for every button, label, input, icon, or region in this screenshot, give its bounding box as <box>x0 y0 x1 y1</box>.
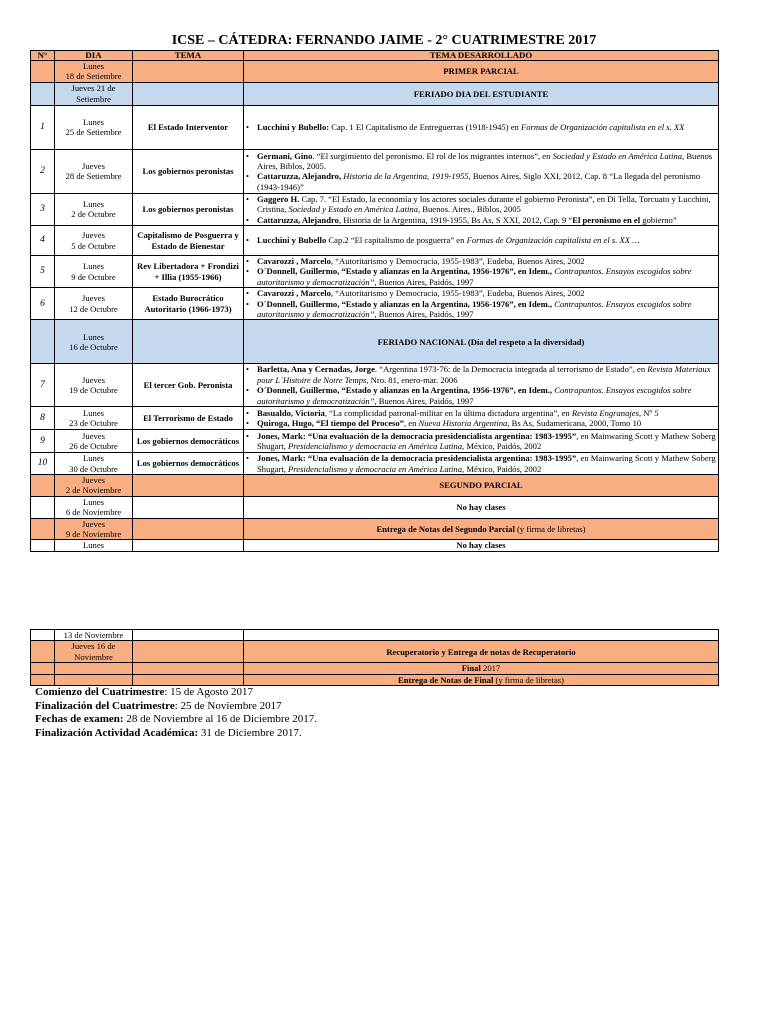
row-date: 23 de Octubre <box>69 418 118 429</box>
row-day-date <box>55 496 133 518</box>
reading-segment: Lucchini y Bubello <box>257 235 327 246</box>
table-row <box>31 320 719 364</box>
row-day-date <box>55 518 133 540</box>
reading-segment: Jones, Mark: “Una evaluación de la democracia presidencialista argentina: 1983-1995” <box>257 430 577 441</box>
row-tema-desarrollado <box>244 540 719 551</box>
row-tema-desarrollado <box>244 256 719 288</box>
row-day-date <box>55 82 133 105</box>
reading-item <box>257 194 716 215</box>
row-tema: Los gobiernos peronistas <box>133 193 244 225</box>
reading-item <box>257 215 716 225</box>
table-row <box>31 82 719 105</box>
event-label: Recuperatorio y Entrega de notas de Recuperatorio <box>386 646 576 657</box>
reading-segment: O´Donnell, Guillermo, “Estado y alianzas en la Argentina, 1956-1976”, en Idem., <box>257 298 553 309</box>
row-tema-desarrollado <box>244 674 719 685</box>
table-row <box>31 288 719 320</box>
row-date: 25 de Setiembre <box>65 127 122 138</box>
reading-segment: gobierno” <box>640 214 677 225</box>
table-row <box>31 518 719 540</box>
row-number <box>31 518 55 540</box>
reading-segment: , “La complicidad patronal-militar en la última dictadura argentina”, en <box>324 407 572 418</box>
row-date: 9 de Noviembre <box>65 528 122 539</box>
row-date: Setiembre <box>76 93 111 104</box>
row-day-date <box>55 226 133 256</box>
event-suffix: (y firma de libretas) <box>493 674 564 685</box>
row-tema-desarrollado <box>244 663 719 674</box>
reading-segment: , Nº 5 <box>638 407 659 418</box>
table-row <box>31 61 719 83</box>
reading-segment: , “Autoritarismo y Democracia, 1955-1983”, Eudeba, Buenos Aires, 2002 <box>330 256 585 267</box>
row-tema-desarrollado <box>244 453 719 475</box>
reading-segment: Nueva Historia Argentina <box>418 418 508 429</box>
reading-list <box>246 408 716 429</box>
reading-segment: Contrapuntos. Ensayos escogidos sobre autoritarismo y democratización”, <box>257 385 692 406</box>
page-title: ICSE – CÁTEDRA: FERNANDO JAIME - 2° CUATRIMESTRE 2017 <box>171 33 597 48</box>
header-number: N° <box>31 51 55 61</box>
reading-list <box>246 364 716 406</box>
row-tema: Los gobiernos peronistas <box>133 149 244 193</box>
event-label: Entrega de Notas del Segundo Parcial <box>376 523 515 534</box>
table-row <box>31 193 719 225</box>
reading-segment: Lucchini y Bubello: <box>257 122 330 133</box>
reading-segment: , Nro. 81, enero-mar. 2006 <box>366 374 458 385</box>
reading-item <box>257 299 716 320</box>
event-label: Final <box>461 663 481 674</box>
table-row <box>31 641 719 663</box>
row-day: Jueves <box>82 430 105 441</box>
event-suffix: (y firma de libretas) <box>514 523 586 534</box>
reading-item <box>257 364 716 385</box>
reading-segment: , México, Paidós, 2002 <box>462 441 542 452</box>
reading-list <box>246 194 716 225</box>
event-suffix: 2017 <box>480 663 501 674</box>
schedule-table <box>30 50 719 552</box>
row-tema <box>133 663 244 674</box>
reading-segment: Cap. 7. “El Estado, la economía y los actores sociales durante el gobierno Peronista”, en Di Tella, Torcuato y Lucchini, Cristina, <box>257 193 711 215</box>
reading-segment: Basualdo, Victoria <box>257 407 325 418</box>
row-date: 9 de Octubre <box>71 271 116 282</box>
row-number <box>31 641 55 663</box>
reading-item <box>257 171 716 192</box>
row-day: Lunes <box>82 453 104 464</box>
reading-list <box>246 288 716 319</box>
footer-line <box>35 686 317 700</box>
row-day: Lunes <box>82 540 104 551</box>
table-row <box>31 453 719 475</box>
reading-segment: Buenos Aires, Paidós, 1997 <box>376 276 474 287</box>
row-number: 1 <box>31 105 55 149</box>
row-date: Jueves 16 de Noviembre <box>55 641 133 663</box>
row-date <box>55 663 133 674</box>
row-tema: Capitalismo de Posguerra y Estado de Bienestar <box>133 226 244 256</box>
reading-item <box>257 453 716 474</box>
reading-segment: Cattaruzza, Alejandro <box>257 214 339 225</box>
event-label: SEGUNDO PARCIAL <box>439 480 523 491</box>
reading-segment: , Buenos Aires, Biblos, 2005. <box>257 150 713 171</box>
reading-item <box>257 431 716 452</box>
footer-label: Comienzo del Cuatrimestre <box>35 686 165 698</box>
reading-list <box>246 151 716 193</box>
row-number: 8 <box>31 407 55 430</box>
row-number <box>31 540 55 551</box>
table-row <box>31 256 719 288</box>
row-tema <box>133 630 244 641</box>
row-tema-desarrollado <box>244 407 719 430</box>
table-row <box>31 364 719 407</box>
footer-label: Fechas de examen: <box>35 713 124 725</box>
row-number <box>31 474 55 496</box>
row-day: Lunes <box>82 261 104 272</box>
reading-item <box>257 151 716 172</box>
reading-segment: , en Mainwaring Scott y Mathew Soberg Shugart, <box>257 430 716 452</box>
reading-segment: Formas de Organización capitalista en el s. XX … <box>466 235 640 246</box>
row-day: Lunes <box>82 61 104 71</box>
row-date <box>55 674 133 685</box>
row-number: 2 <box>31 149 55 193</box>
reading-segment: Germani, Gino <box>257 150 313 161</box>
schedule-table-continued <box>30 629 719 686</box>
row-date: 19 de Octubre <box>69 385 118 396</box>
header-day: DIA <box>55 51 133 61</box>
reading-segment: , Buenos Aires, Siglo XXI, 2012, Cap. 8 “La llegada del peronismo (1943-1946)” <box>257 171 701 192</box>
row-tema-desarrollado <box>244 149 719 193</box>
row-tema-desarrollado <box>244 364 719 407</box>
event-label: No hay clases <box>456 540 506 551</box>
row-day-date <box>55 540 133 551</box>
reading-list <box>246 453 716 474</box>
reading-segment: Revista Materiaux pour L´Histoire de Notre Temps <box>257 364 711 385</box>
row-number: 6 <box>31 288 55 320</box>
table-row <box>31 540 719 551</box>
row-day-date <box>55 407 133 430</box>
reading-segment: . “Argentina 1973-76: de la Democracia integrada al terrorismo de Estado”, en <box>374 364 648 375</box>
event-label: FERIADO NACIONAL (Día del respeto a la diversidad) <box>377 336 585 347</box>
row-tema-desarrollado <box>244 193 719 225</box>
row-date: 5 de Octubre <box>71 240 116 251</box>
row-day-date <box>55 61 133 83</box>
reading-segment: Cattaruzza, Alejandro, <box>257 171 342 182</box>
row-day: Lunes <box>82 407 104 418</box>
reading-segment: , “Autoritarismo y Democracia, 1955-1983”, Eudeba, Buenos Aires, 2002 <box>330 288 585 299</box>
row-tema: Rev Libertadora + Frondizi + Illia (1955-1966) <box>133 256 244 288</box>
event-label: PRIMER PARCIAL <box>443 66 519 77</box>
reading-segment: Cavarozzi , Marcelo <box>257 256 331 267</box>
row-tema: Los gobiernos democráticos <box>133 430 244 453</box>
row-day: Lunes <box>82 331 104 342</box>
reading-item <box>257 288 716 298</box>
row-day: Jueves <box>82 518 105 529</box>
row-date: 26 de Octubre <box>69 441 118 452</box>
row-number <box>31 630 55 641</box>
reading-segment: Contrapuntos. Ensayos escogidos sobre autoritarismo y democratización”, <box>257 266 692 287</box>
row-date: 30 de Octubre <box>69 463 118 474</box>
footer-line <box>35 700 317 714</box>
reading-segment: Presidencialismo y democracia en América Latina <box>288 463 463 474</box>
reading-segment: Buenos Aires, Paidós, 1997 <box>376 309 474 320</box>
footer-label: Finalización Actividad Académica: <box>35 726 199 739</box>
row-tema <box>133 474 244 496</box>
table-row <box>31 674 719 685</box>
table-row <box>31 630 719 641</box>
reading-segment: , México, Paidós, 2002 <box>462 463 542 474</box>
table-row <box>31 496 719 518</box>
row-tema: Estado Burocrático Autoritario (1966-1973) <box>133 288 244 320</box>
row-tema <box>133 518 244 540</box>
reading-segment: Jones, Mark: “Una evaluación de la democracia presidencialista argentina: 1983-1995” <box>257 453 577 464</box>
row-day-date <box>55 256 133 288</box>
row-date: 18 de Setiembre <box>65 71 122 82</box>
event-label: Entrega de Notas de Final <box>398 674 494 685</box>
row-tema: El Terrorismo de Estado <box>133 407 244 430</box>
row-day-date <box>55 149 133 193</box>
header-tema: TEMA <box>133 51 244 61</box>
reading-segment: Buenos Aires, Paidós, 1997 <box>376 395 474 406</box>
row-day-date <box>55 105 133 149</box>
row-tema-desarrollado <box>244 320 719 364</box>
footer-value: : 25 de Noviembre 2017 <box>174 699 282 712</box>
row-number: 4 <box>31 226 55 256</box>
row-number <box>31 82 55 105</box>
row-day: Lunes <box>82 116 104 127</box>
row-number <box>31 496 55 518</box>
row-number <box>31 674 55 685</box>
row-tema-desarrollado <box>244 496 719 518</box>
footer-line <box>35 713 317 727</box>
row-day: Jueves <box>82 374 105 385</box>
row-day-date <box>55 364 133 407</box>
reading-segment: Quiroga, Hugo, “El tiempo del Proceso” <box>257 418 404 429</box>
reading-segment: Sociedad y Estado en América Latina <box>288 204 418 215</box>
table-row <box>31 474 719 496</box>
row-number: 10 <box>31 453 55 475</box>
row-day: Jueves 21 de <box>71 83 116 94</box>
reading-segment: El peronismo en el <box>572 214 641 225</box>
reading-segment: Cap. 1 El Capitalismo de Entreguerras (1918-1945) en <box>329 122 521 133</box>
reading-item <box>257 385 716 406</box>
row-number: 7 <box>31 364 55 407</box>
reading-item <box>257 235 716 245</box>
row-tema <box>133 641 244 663</box>
footer-value: 31 de Diciembre 2017. <box>198 726 302 739</box>
row-day: Jueves <box>82 293 105 304</box>
header-tema-desarrollado: TEMA DESARROLLADO <box>244 51 719 61</box>
reading-segment: , Historia de la Argentina, 1919-1955, Bs As, S XXI, 2012, Cap. 9 “ <box>338 214 573 225</box>
row-tema <box>133 540 244 551</box>
table-row <box>31 663 719 674</box>
reading-segment: Cavarozzi , Marcelo <box>257 288 331 299</box>
row-day: Lunes <box>82 199 104 210</box>
table-row <box>31 430 719 453</box>
table-row <box>31 149 719 193</box>
row-tema-desarrollado <box>244 105 719 149</box>
row-date: 28 de Setiembre <box>65 171 122 182</box>
row-tema: Los gobiernos democráticos <box>133 453 244 475</box>
reading-item <box>257 256 716 266</box>
footer-line <box>35 727 317 741</box>
reading-segment: Cap.2 “El capitalismo de posguerra” en <box>326 235 467 246</box>
row-date: 6 de Noviembre <box>65 507 122 518</box>
row-day: Jueves <box>82 230 105 241</box>
reading-segment: O´Donnell, Guillermo, “Estado y alianzas en la Argentina, 1956-1976”, en Idem., <box>257 266 553 277</box>
row-day-date <box>55 474 133 496</box>
row-day: Jueves <box>82 160 105 171</box>
row-tema <box>133 320 244 364</box>
reading-item <box>257 266 716 287</box>
footer-value: : 15 de Agosto 2017 <box>164 686 253 698</box>
reading-segment: Gaggero H. <box>257 193 300 204</box>
row-number: 3 <box>31 193 55 225</box>
row-number: 5 <box>31 256 55 288</box>
reading-segment: O´Donnell, Guillermo, “Estado y alianzas en la Argentina, 1956-1976”, en Idem., <box>257 385 553 396</box>
reading-segment: Presidencialismo y democracia en América Latina <box>288 441 463 452</box>
row-tema: El tercer Gob. Peronista <box>133 364 244 407</box>
reading-item <box>257 408 716 418</box>
event-label: FERIADO DIA DEL ESTUDIANTE <box>413 88 549 99</box>
table-header-row <box>31 51 719 61</box>
reading-segment: . “El surgimiento del peronismo. El rol de los migrantes internos”, en <box>312 150 553 161</box>
reading-segment: , Buenos. Aires., Biblos, 2005 <box>417 204 521 215</box>
reading-segment: Revista Engranajes <box>571 407 639 418</box>
row-day: Jueves <box>82 474 105 485</box>
row-number <box>31 663 55 674</box>
footer-value: 28 de Noviembre al 16 de Diciembre 2017. <box>123 713 317 725</box>
row-date: 12 de Octubre <box>69 303 118 314</box>
reading-list <box>246 122 716 132</box>
reading-list <box>246 256 716 287</box>
row-tema: El Estado Interventor <box>133 105 244 149</box>
row-number <box>31 320 55 364</box>
reading-segment: Contrapuntos. Ensayos escogidos sobre autoritarismo y democratización”, <box>257 298 692 320</box>
row-day-date <box>55 430 133 453</box>
reading-segment: Sociedad y Estado en América Latina <box>552 150 683 161</box>
row-day-date <box>55 320 133 364</box>
row-tema-desarrollado <box>244 474 719 496</box>
table-row <box>31 226 719 256</box>
reading-item <box>257 122 716 132</box>
reading-item <box>257 418 716 428</box>
row-tema-desarrollado <box>244 518 719 540</box>
reading-list <box>246 431 716 452</box>
reading-segment: , en <box>403 418 419 429</box>
reading-list <box>246 235 716 245</box>
reading-segment: Barletta, Ana y Cernadas, Jorge <box>257 364 375 375</box>
row-number <box>31 61 55 83</box>
row-tema <box>133 61 244 83</box>
table-row <box>31 105 719 149</box>
row-day: Lunes <box>82 496 104 507</box>
row-day-date <box>55 193 133 225</box>
table-row <box>31 407 719 430</box>
row-day-date <box>55 288 133 320</box>
reading-segment: Historia de la Argentina, 1919-1955 <box>343 171 469 182</box>
row-day-date <box>55 453 133 475</box>
row-tema-desarrollado <box>244 630 719 641</box>
row-tema-desarrollado <box>244 430 719 453</box>
row-tema-desarrollado <box>244 82 719 105</box>
row-tema-desarrollado <box>244 641 719 663</box>
row-tema-desarrollado <box>244 226 719 256</box>
event-label: No hay clases <box>456 501 506 512</box>
reading-segment: Formas de Organización capitalista en el s. XX <box>521 122 685 133</box>
row-date: 13 de Noviembre <box>55 630 133 641</box>
row-date: 2 de Noviembre <box>65 485 122 496</box>
footer-label: Finalización del Cuatrimestre <box>35 699 175 712</box>
reading-segment: , Bs As, Sudamericana, 2000, Tomo 10 <box>507 418 642 429</box>
row-tema <box>133 674 244 685</box>
row-tema <box>133 82 244 105</box>
row-date: 2 de Octubre <box>71 209 116 220</box>
row-number: 9 <box>31 430 55 453</box>
row-tema <box>133 496 244 518</box>
row-date: 16 de Octubre <box>69 341 118 352</box>
reading-segment: , en Mainwaring Scott y Mathew Soberg Shugart, <box>257 453 716 474</box>
row-tema-desarrollado <box>244 61 719 83</box>
row-tema-desarrollado <box>244 288 719 320</box>
semester-dates <box>35 686 317 740</box>
